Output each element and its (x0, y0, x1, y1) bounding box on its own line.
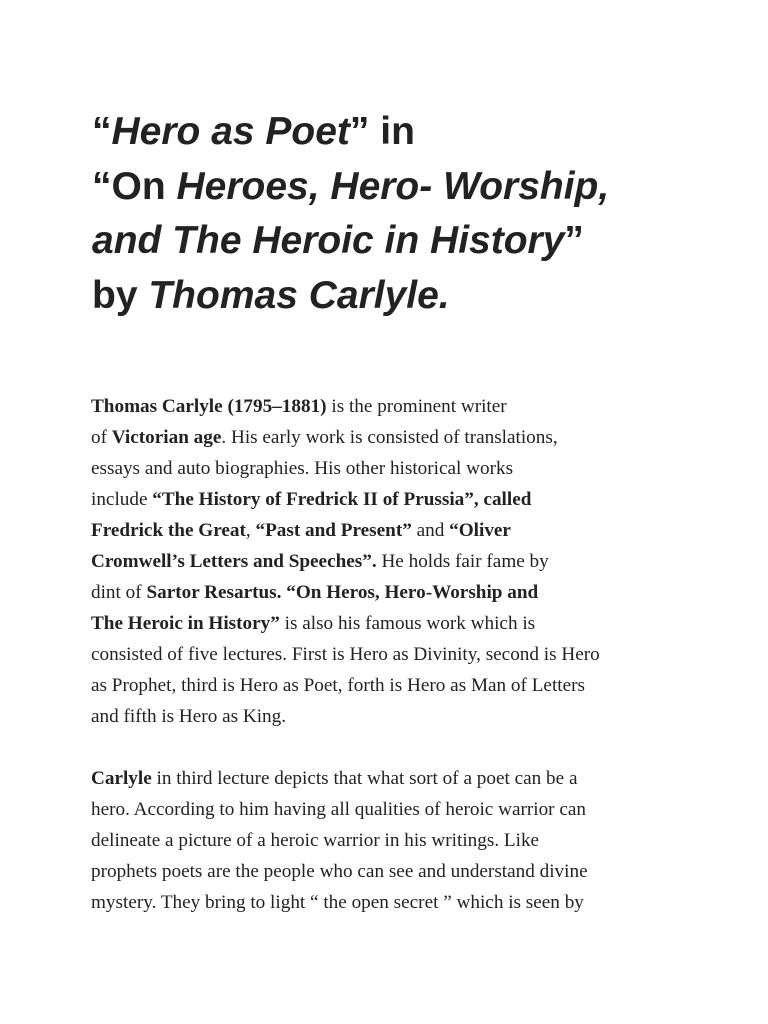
title-text: by (92, 273, 149, 317)
body-text: is also his famous work which is (279, 613, 536, 634)
bold-text: Cromwell’s Letters and Speeches”. (91, 551, 377, 572)
text-line (91, 515, 691, 546)
body-text: include (91, 489, 153, 510)
text-line (91, 484, 691, 515)
body-text: dint of (91, 582, 147, 603)
text-line (91, 546, 691, 577)
bold-text: Victorian age (111, 427, 222, 448)
text-line: hero. According to him having all qualities of heroic warrior can (91, 799, 586, 820)
paragraph-third-lecture (91, 763, 691, 918)
text-line: and fifth is Hero as King. (91, 706, 287, 727)
title-line (92, 160, 732, 215)
text-line: prophets poets are the people who can see and understand divine (91, 861, 588, 882)
body-text: , (245, 520, 256, 541)
body-text: in third lecture depicts that what sort of a poet can be a (151, 768, 578, 789)
title-line (92, 214, 732, 269)
title-line (92, 105, 732, 160)
text-line (91, 422, 691, 453)
title-italic-text: and The Heroic in History (92, 219, 565, 262)
paragraph-intro (91, 391, 691, 732)
bold-text: Sartor Resartus. “On Heros, Hero-Worship and (146, 582, 539, 603)
title-line (92, 269, 732, 324)
body-text: . His early work is consisted of translations, (221, 427, 558, 448)
body-text: of (91, 427, 112, 448)
bold-text: “The History of Fredrick II of Prussia”, called (152, 489, 532, 510)
text-line: mystery. They bring to light “ the open secret ” which is seen by (91, 892, 584, 913)
text-line: delineate a picture of a heroic warrior in his writings. Like (91, 830, 540, 851)
title-text: “On (92, 164, 177, 208)
document-title (92, 105, 732, 323)
body-text: He holds fair fame by (376, 551, 549, 572)
bold-text: “Oliver (449, 520, 511, 541)
title-italic-text: Hero as Poet (111, 110, 350, 153)
title-text: ” in (349, 110, 415, 153)
bold-text: Thomas Carlyle (1795–1881) (91, 396, 327, 417)
title-italic-text: Heroes, Hero- Worship, (176, 164, 610, 208)
body-text: and (411, 520, 450, 541)
bold-text: “Past and Present” (255, 520, 412, 541)
document-body (91, 391, 691, 918)
text-line: as Prophet, third is Hero as Poet, forth is Hero as Man of Letters (91, 675, 585, 696)
bold-text: The Heroic in History” (91, 613, 280, 634)
text-line: essays and auto biographies. His other historical works (91, 458, 514, 479)
bold-text: Carlyle (91, 768, 152, 789)
title-text: ” (564, 219, 584, 262)
title-italic-text: Thomas Carlyle. (148, 273, 450, 317)
text-line: consisted of five lectures. First is Hero as Divinity, second is Hero (91, 644, 600, 665)
text-line (91, 763, 691, 794)
text-line (91, 577, 691, 608)
text-line (91, 608, 691, 639)
text-line (91, 391, 691, 422)
bold-text: Fredrick the Great (91, 520, 246, 541)
title-text: “ (92, 110, 112, 153)
body-text: is the prominent writer (326, 396, 507, 417)
